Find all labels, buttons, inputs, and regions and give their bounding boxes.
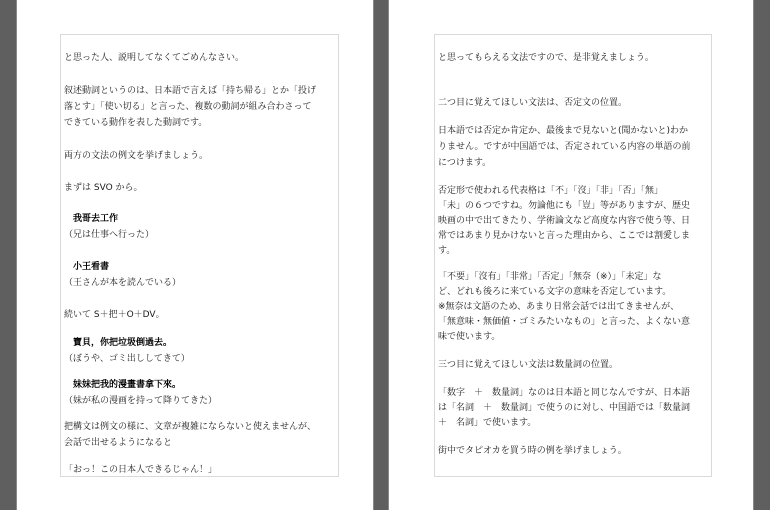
text-line: まずは SVO から。 bbox=[64, 183, 143, 193]
text-line: 「不要」「沒有」「非常」「否定」「無奈（※）」「未定」な bbox=[438, 272, 662, 282]
text-line: 常ではあまり見かけないと言った理由から、ここでは割愛しま bbox=[438, 231, 691, 241]
workspace-right-edge bbox=[753, 0, 770, 510]
example-sentence: 妹妹把我的漫畫書拿下來。 bbox=[64, 380, 182, 390]
text-area-frame bbox=[60, 34, 339, 477]
text-line: 街中でタピオカを買う時の例を挙げましょう。 bbox=[438, 446, 627, 456]
document-page-left bbox=[17, 0, 373, 510]
text-line: 会話で出せるようになると bbox=[64, 438, 173, 448]
text-line: につけます。 bbox=[438, 158, 492, 168]
text-line: ＋ 名詞」で使います。 bbox=[438, 418, 537, 428]
text-line: 両方の文法の例文を挙げましょう。 bbox=[64, 151, 209, 161]
text-line: 「無意味・無価値・ゴミみたいなもの」と言った、よくない意 bbox=[438, 317, 691, 327]
text-line: 映画の中で出てきたり、学術論文など高度な内容で使う等、日 bbox=[438, 216, 691, 226]
text-line: 「数字 ＋ 数量詞」なのは日本語と同じなんですが、日本語 bbox=[438, 388, 691, 398]
text-line: す。 bbox=[438, 246, 456, 256]
text-line: 味で使います。 bbox=[438, 332, 501, 342]
text-line: 否定形で使われる代表格は「不」「沒」「非」「否」「無」 bbox=[438, 186, 664, 196]
text-line: ど、どれも後ろに来ている文字の意味を否定しています。 bbox=[438, 287, 672, 297]
text-line: ※無奈は文語のため、あまり日常会話では出てきませんが、 bbox=[438, 302, 680, 312]
text-line: と思った人、説明してなくてごめんなさい。 bbox=[64, 53, 245, 63]
text-line: は「名詞 ＋ 数量詞」で使うのに対し、中国語では「数量詞 bbox=[438, 403, 691, 413]
example-translation: （ぼうや、ゴミ出ししてきて） bbox=[64, 354, 190, 364]
text-line: 「未」の６つですね。勿論他にも「豈」等がありますが、歴史 bbox=[438, 201, 691, 211]
example-sentence: 我哥去工作 bbox=[64, 214, 119, 224]
workspace-left-edge bbox=[0, 0, 17, 510]
document-page-right bbox=[389, 0, 753, 510]
text-line: 三つ目に覚えてほしい文法は数量詞の位置。 bbox=[438, 360, 619, 370]
text-line: 続いて S＋把＋O＋DV。 bbox=[64, 310, 165, 320]
page-gap bbox=[373, 0, 389, 510]
text-line: 「おっ！この日本人できるじゃん！」 bbox=[64, 465, 218, 475]
text-line: 把構文は例文の様に、文章が複雑にならないと使えませんが、 bbox=[64, 422, 317, 432]
text-line: できている動作を表した動詞です。 bbox=[64, 118, 208, 128]
example-sentence: 寶貝，你把垃圾倒過去。 bbox=[64, 338, 173, 348]
example-translation: （王さんが本を読んでいる） bbox=[64, 278, 182, 288]
text-line: 落とす」「使い切る」と言った、複数の動詞が組み合わさって bbox=[64, 102, 312, 112]
example-translation: （兄は仕事へ行った） bbox=[64, 230, 155, 240]
text-line: りません。ですが中国語では、否定されている内容の単語の前 bbox=[438, 142, 691, 152]
example-translation: （妹が私の漫画を持って降りてきた） bbox=[64, 396, 218, 406]
text-line: 叙述動詞というのは、日本語で言えば「持ち帰る」とか「投げ bbox=[64, 86, 317, 96]
text-area-frame bbox=[434, 34, 712, 477]
example-sentence: 小王看書 bbox=[64, 262, 110, 272]
text-line: 日本語では否定か肯定か、最後まで見ないと(聞かないと)わか bbox=[438, 126, 689, 136]
text-line: 二つ目に覚えてほしい文法は、否定文の位置。 bbox=[438, 98, 628, 108]
text-line: と思ってもらえる文法ですので、是非覚えましょう。 bbox=[438, 53, 654, 63]
